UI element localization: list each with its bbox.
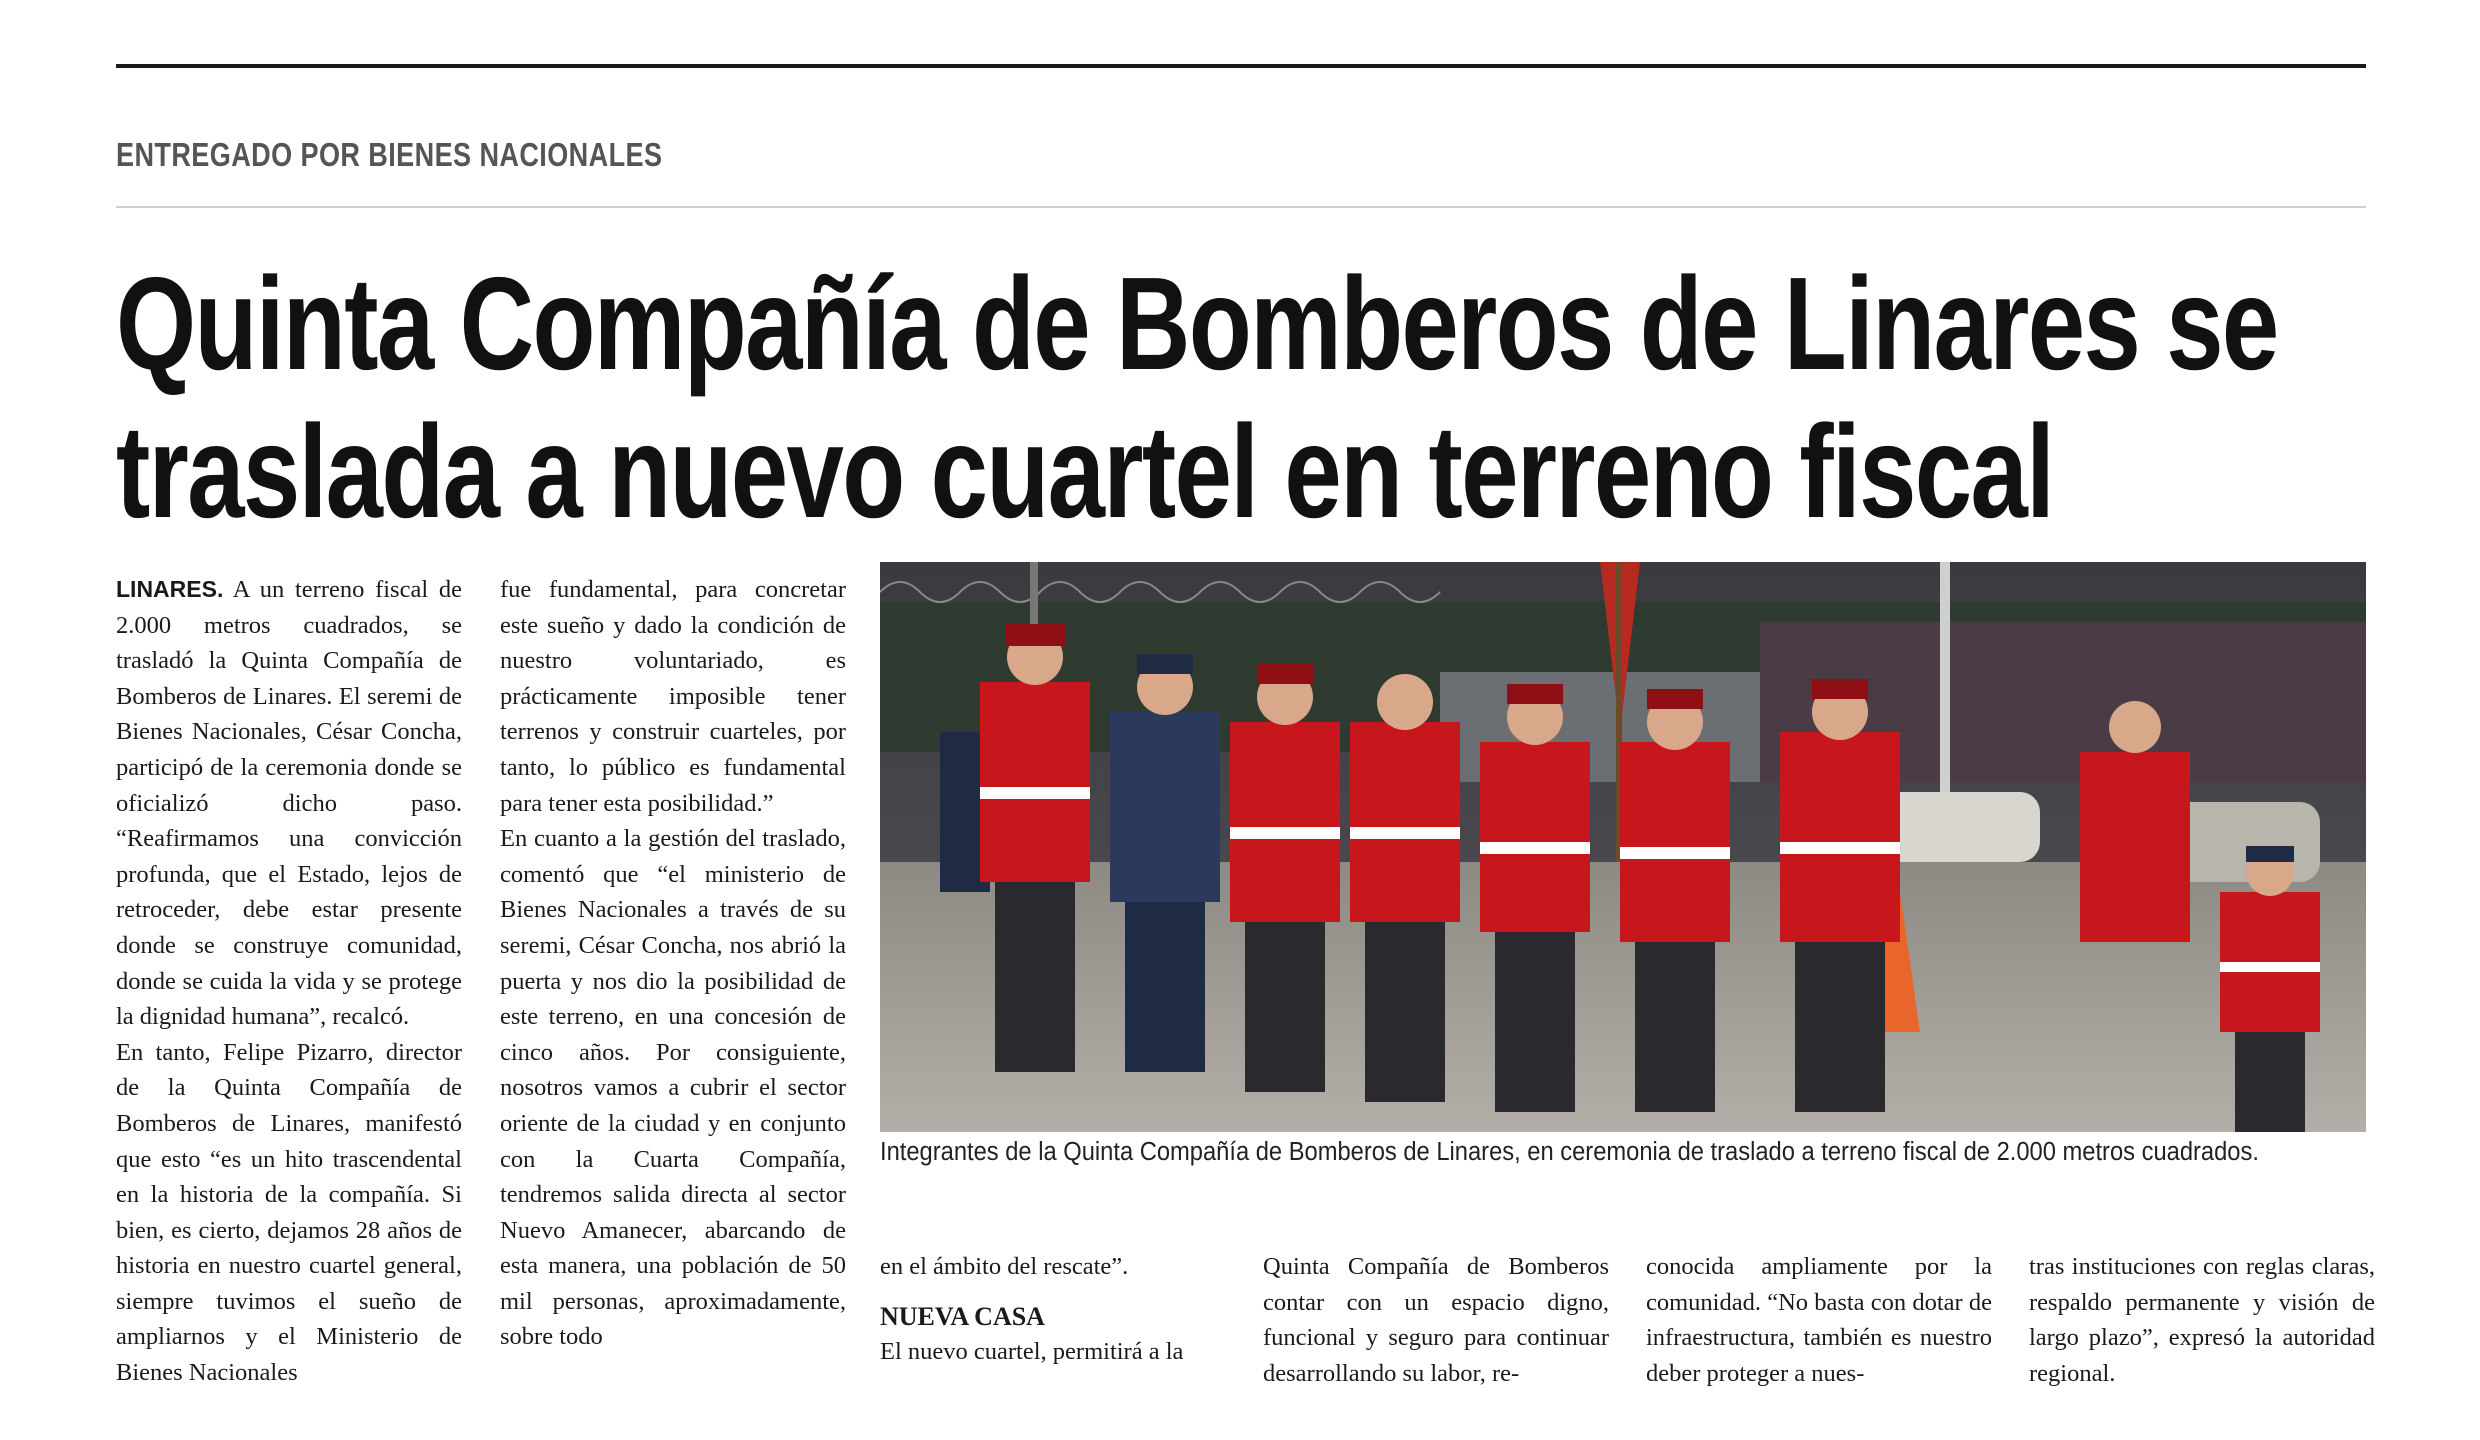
body-column-6 [2029, 1249, 2375, 1391]
column-1-text-1: A un terreno fiscal de 2.000 metros cuadrados, se trasladó la Quinta Compañía de Bomberos de Linares. El seremi de Bienes Nacionales, César Concha, participó de la ceremonia donde se oficializó dicho paso. “Reafirmamos una convicción profunda, que el Estado, lejos de retroceder, debe estar presente donde se construye comunidad, donde se cuida la vida y se protege la dignidad humana”, recalcó. [116, 576, 462, 1031]
subhead-nueva-casa: NUEVA CASA [880, 1301, 1045, 1331]
column-2-paragraph-1: fue fundamental, para concretar este sueño y dado la condición de nuestro voluntariado, es prácticamente imposible tener terrenos y construir cuarteles, por tanto, lo público es fundamental para tener esta posibilidad.” [500, 576, 846, 817]
dateline: LINARES. [116, 576, 224, 602]
column-3-paragraph-1: en el ámbito del rescate”. [880, 1253, 1129, 1280]
column-3-paragraph-2: El nuevo cuartel, permitirá a la [880, 1338, 1184, 1366]
column-1-paragraph-1 [116, 572, 462, 1035]
headline [116, 250, 2278, 546]
body-column-4 [1263, 1249, 1609, 1391]
column-5-paragraph-1: conocida ampliamente por la comunidad. “No basta con dotar de infraestructura, también es nuestro deber proteger a nues- [1646, 1253, 1992, 1387]
top-rule [116, 64, 2366, 68]
column-1-paragraph-2: En tanto, Felipe Pizarro, director de la Quinta Compañía de Bomberos de Linares, manifestó que esto “es un hito trascendental en la historia de la compañía. Si bien, es cierto, dejamos 28 años de historia en nuestro cuartel general, siempre tuvimos el sueño de ampliarnos y el Ministerio de Bienes Nacionales [116, 1038, 462, 1387]
body-column-1 [116, 572, 462, 1391]
headline-line-1: Quinta Compañía de Bomberos de Linares se [116, 250, 2278, 397]
column-2-paragraph-2: En cuanto a la gestión del traslado, comentó que “el ministerio de Bienes Nacionales a través de su seremi, César Concha, nos abrió la puerta y nos dio la posibilidad de este terreno, en una concesión de cinco años. Por consiguiente, nosotros vamos a cubrir el sector oriente de la ciudad y en conjunto con la Cuarta Compañía, tendremos salida directa al sector Nuevo Amanecer, abarcando de esta manera, una población de 50 mil personas, aproximadamente, sobre todo [500, 825, 846, 1351]
kicker-rule [116, 206, 2366, 208]
kicker: ENTREGADO POR BIENES NACIONALES [116, 136, 663, 173]
ceremony-photo [880, 562, 2366, 1132]
photo-caption: Integrantes de la Quinta Compañía de Bomberos de Linares, en ceremonia de traslado a terreno fiscal de 2.000 metros cuadrados. [880, 1138, 2259, 1166]
body-column-5 [1646, 1249, 1992, 1391]
column-4-paragraph-1: Quinta Compañía de Bomberos contar con un espacio digno, funcional y seguro para continuar desarrollando su labor, re- [1263, 1253, 1609, 1387]
body-column-2 [500, 572, 846, 1355]
column-6-paragraph-1: tras instituciones con reglas claras, respaldo permanente y visión de largo plazo”, expresó la autoridad regional. [2029, 1253, 2375, 1387]
headline-line-2: traslada a nuevo cuartel en terreno fiscal [116, 398, 2054, 545]
body-column-3 [880, 1249, 1226, 1370]
